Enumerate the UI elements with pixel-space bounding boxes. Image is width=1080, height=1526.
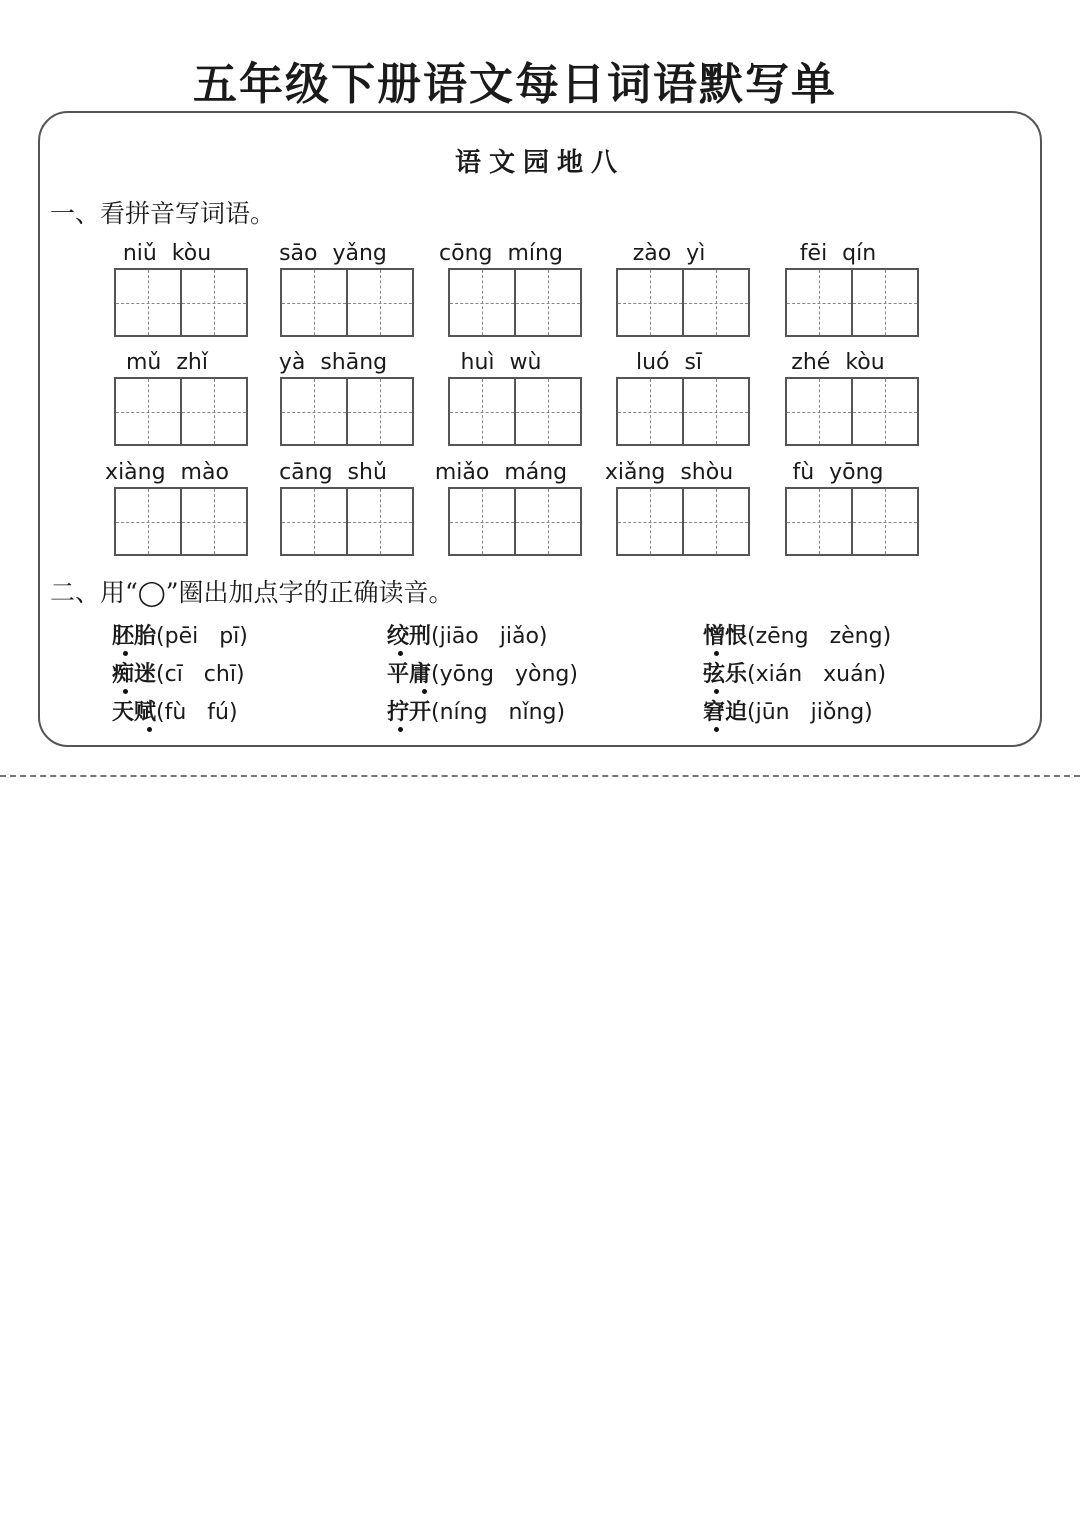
reading-item[interactable]	[703, 659, 886, 689]
emphasis-dot	[714, 651, 719, 656]
pinyin-label: niǔ kòu	[122, 241, 212, 266]
pinyin-word	[753, 459, 923, 556]
reading-item[interactable]	[387, 621, 548, 651]
reading-item[interactable]	[703, 621, 891, 651]
writing-grid[interactable]	[448, 487, 582, 556]
pinyin-word	[584, 349, 754, 446]
reading-word: 拧开	[387, 699, 432, 725]
reading-item[interactable]	[387, 659, 578, 689]
emphasis-dot	[147, 727, 152, 732]
emphasis-dot	[123, 689, 128, 694]
pinyin-word	[753, 240, 923, 337]
reading-word: 弦乐	[703, 661, 748, 687]
reading-item[interactable]	[112, 697, 238, 727]
pinyin-word	[416, 349, 586, 446]
emphasis-dot	[123, 651, 128, 656]
writing-grid[interactable]	[448, 377, 582, 446]
writing-grid[interactable]	[616, 268, 750, 337]
reading-options[interactable]: (zēng zèng)	[747, 624, 892, 649]
pinyin-label: huì wù	[460, 350, 542, 375]
writing-grid[interactable]	[616, 487, 750, 556]
emphasis-dot	[714, 689, 719, 694]
reading-options[interactable]: (fù fú)	[156, 700, 238, 725]
emphasis-dot	[714, 727, 719, 732]
worksheet-subtitle: 语文园地八	[454, 148, 625, 178]
reading-word: 天赋	[112, 699, 157, 725]
reading-item[interactable]	[112, 621, 248, 651]
reading-options[interactable]: (jiāo jiǎo)	[431, 624, 548, 649]
pinyin-label: sāo yǎng	[279, 241, 387, 266]
pinyin-label: yà shāng	[278, 350, 388, 375]
pinyin-label: fēi qín	[799, 241, 877, 266]
reading-options[interactable]: (jūn jiǒng)	[747, 700, 873, 725]
pinyin-label: miǎo máng	[434, 460, 568, 485]
pinyin-word	[753, 349, 923, 446]
reading-options[interactable]: (xián xuán)	[747, 662, 887, 687]
emphasis-dot	[398, 651, 403, 656]
emphasis-dot	[422, 689, 427, 694]
reading-word: 胚胎	[112, 623, 157, 649]
writing-grid[interactable]	[785, 377, 919, 446]
pinyin-label: fù yōng	[792, 460, 884, 485]
writing-grid[interactable]	[280, 377, 414, 446]
pinyin-word	[248, 459, 418, 556]
pinyin-label: xiàng mào	[105, 460, 229, 485]
writing-grid[interactable]	[114, 268, 248, 337]
page-title: 五年级下册语文每日词语默写单	[193, 59, 837, 110]
reading-word: 绞刑	[387, 623, 432, 649]
writing-grid[interactable]	[448, 268, 582, 337]
reading-word: 痴迷	[112, 661, 157, 687]
reading-options[interactable]: (yōng yòng)	[431, 662, 578, 687]
emphasis-dot	[398, 727, 403, 732]
pinyin-label: luó sī	[635, 350, 703, 375]
reading-options[interactable]: (níng nǐng)	[431, 700, 566, 725]
reading-options[interactable]: (pēi pī)	[156, 624, 248, 649]
cut-line	[0, 775, 1080, 777]
pinyin-label: cāng shǔ	[279, 460, 387, 485]
reading-word: 憎恨	[703, 623, 748, 649]
pinyin-word	[248, 349, 418, 446]
writing-grid[interactable]	[616, 377, 750, 446]
pinyin-word	[416, 459, 586, 556]
pinyin-label: mǔ zhǐ	[126, 350, 208, 375]
reading-word: 平庸	[387, 661, 432, 687]
section-2-heading: 二、用“◯”圈出加点字的正确读音。	[50, 578, 454, 607]
pinyin-word	[248, 240, 418, 337]
reading-item[interactable]	[387, 697, 565, 727]
writing-grid[interactable]	[114, 377, 248, 446]
reading-word: 窘迫	[703, 699, 748, 725]
pinyin-word	[416, 240, 586, 337]
pinyin-word	[584, 459, 754, 556]
writing-grid[interactable]	[785, 487, 919, 556]
pinyin-word	[584, 240, 754, 337]
section-1-heading: 一、看拼音写词语。	[50, 199, 276, 228]
reading-options[interactable]: (cī chī)	[156, 662, 245, 687]
writing-grid[interactable]	[280, 487, 414, 556]
writing-grid[interactable]	[785, 268, 919, 337]
pinyin-word	[82, 240, 252, 337]
pinyin-label: cōng míng	[439, 241, 563, 266]
pinyin-word	[82, 459, 252, 556]
writing-grid[interactable]	[280, 268, 414, 337]
pinyin-label: xiǎng shòu	[604, 460, 734, 485]
writing-grid[interactable]	[114, 487, 248, 556]
reading-item[interactable]	[112, 659, 245, 689]
reading-item[interactable]	[703, 697, 873, 727]
pinyin-label: zào yì	[632, 241, 706, 266]
pinyin-label: zhé kòu	[791, 350, 885, 375]
pinyin-word	[82, 349, 252, 446]
